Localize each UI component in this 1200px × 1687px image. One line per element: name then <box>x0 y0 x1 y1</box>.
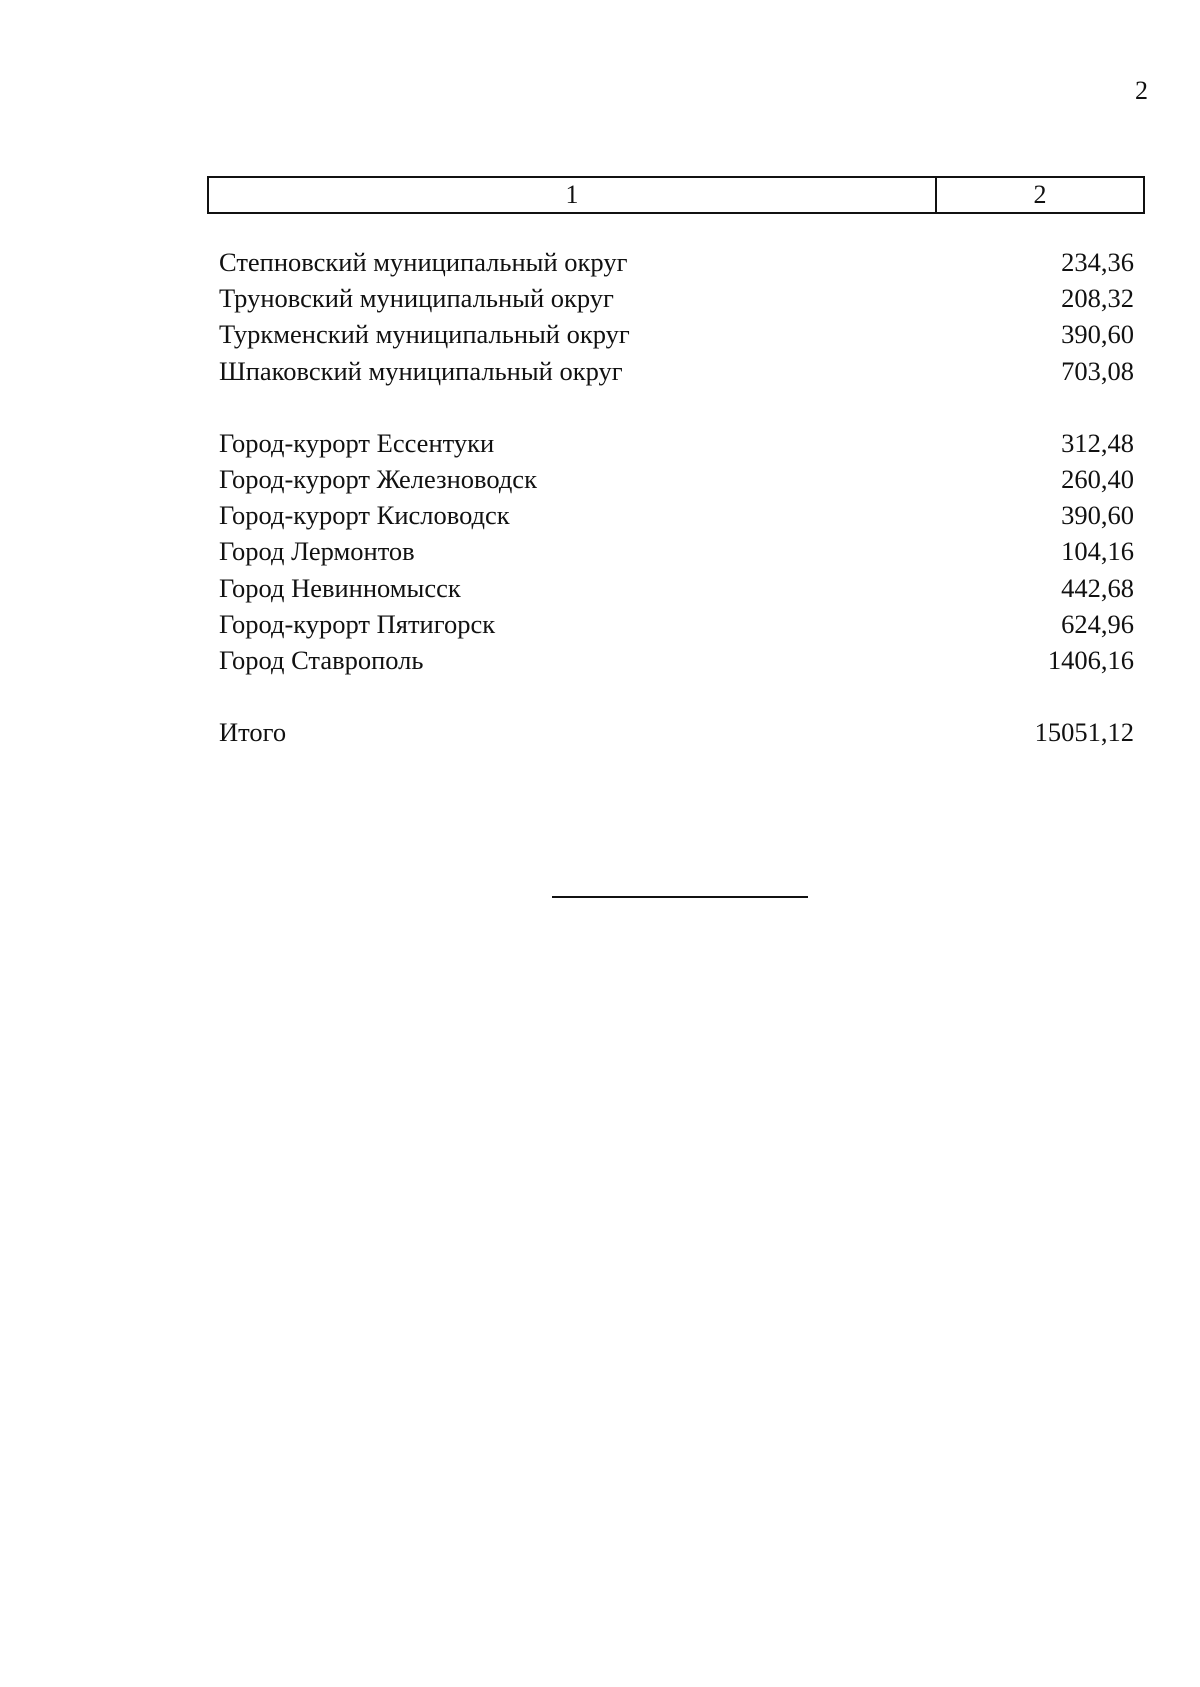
row-name: Город-курорт Железноводск <box>219 463 537 494</box>
row-name: Шпаковский муниципальный округ <box>219 355 623 386</box>
table-row <box>219 533 1134 569</box>
group-spacer <box>219 389 1134 425</box>
closing-rule <box>552 896 808 898</box>
table-row <box>219 461 1134 497</box>
table-row <box>219 606 1134 642</box>
table-body <box>219 244 1134 750</box>
page-number: 2 <box>1135 76 1148 105</box>
table-header <box>207 176 1145 214</box>
row-name: Город-курорт Пятигорск <box>219 608 496 639</box>
row-name: Степновский муниципальный округ <box>219 247 628 277</box>
row-value: 390,60 <box>1061 319 1134 350</box>
table-row <box>219 497 1134 533</box>
row-value: 624,96 <box>1061 608 1134 639</box>
table-row <box>219 316 1134 352</box>
column-header-1: 1 <box>209 178 937 212</box>
row-name: Город-курорт Ессентуки <box>219 427 495 458</box>
row-name: Город Невинномысск <box>219 572 461 603</box>
row-name: Труновский муниципальный округ <box>219 283 614 314</box>
table-row <box>219 244 1134 280</box>
total-value: 15051,12 <box>1034 717 1134 748</box>
row-value: 703,08 <box>1061 355 1134 386</box>
row-value: 390,60 <box>1061 500 1134 531</box>
row-value: 104,16 <box>1061 536 1134 567</box>
row-value: 234,36 <box>1061 247 1134 277</box>
table-row <box>219 425 1134 461</box>
total-label: Итого <box>219 717 287 748</box>
table-row <box>219 570 1134 606</box>
row-name: Город Ставрополь <box>219 644 424 675</box>
row-name: Город Лермонтов <box>219 536 415 567</box>
total-row <box>219 714 1134 750</box>
row-value: 312,48 <box>1061 427 1134 458</box>
row-name: Туркменский муниципальный округ <box>219 319 630 350</box>
row-name: Город-курорт Кисловодск <box>219 500 510 531</box>
row-value: 260,40 <box>1061 463 1134 494</box>
column-header-2: 2 <box>1033 180 1047 209</box>
group-spacer <box>219 678 1134 714</box>
row-value: 442,68 <box>1061 572 1134 603</box>
table-row <box>219 280 1134 316</box>
table-row <box>219 353 1134 389</box>
row-value: 208,32 <box>1061 283 1134 314</box>
row-value: 1406,16 <box>1047 644 1134 675</box>
table-row <box>219 642 1134 678</box>
